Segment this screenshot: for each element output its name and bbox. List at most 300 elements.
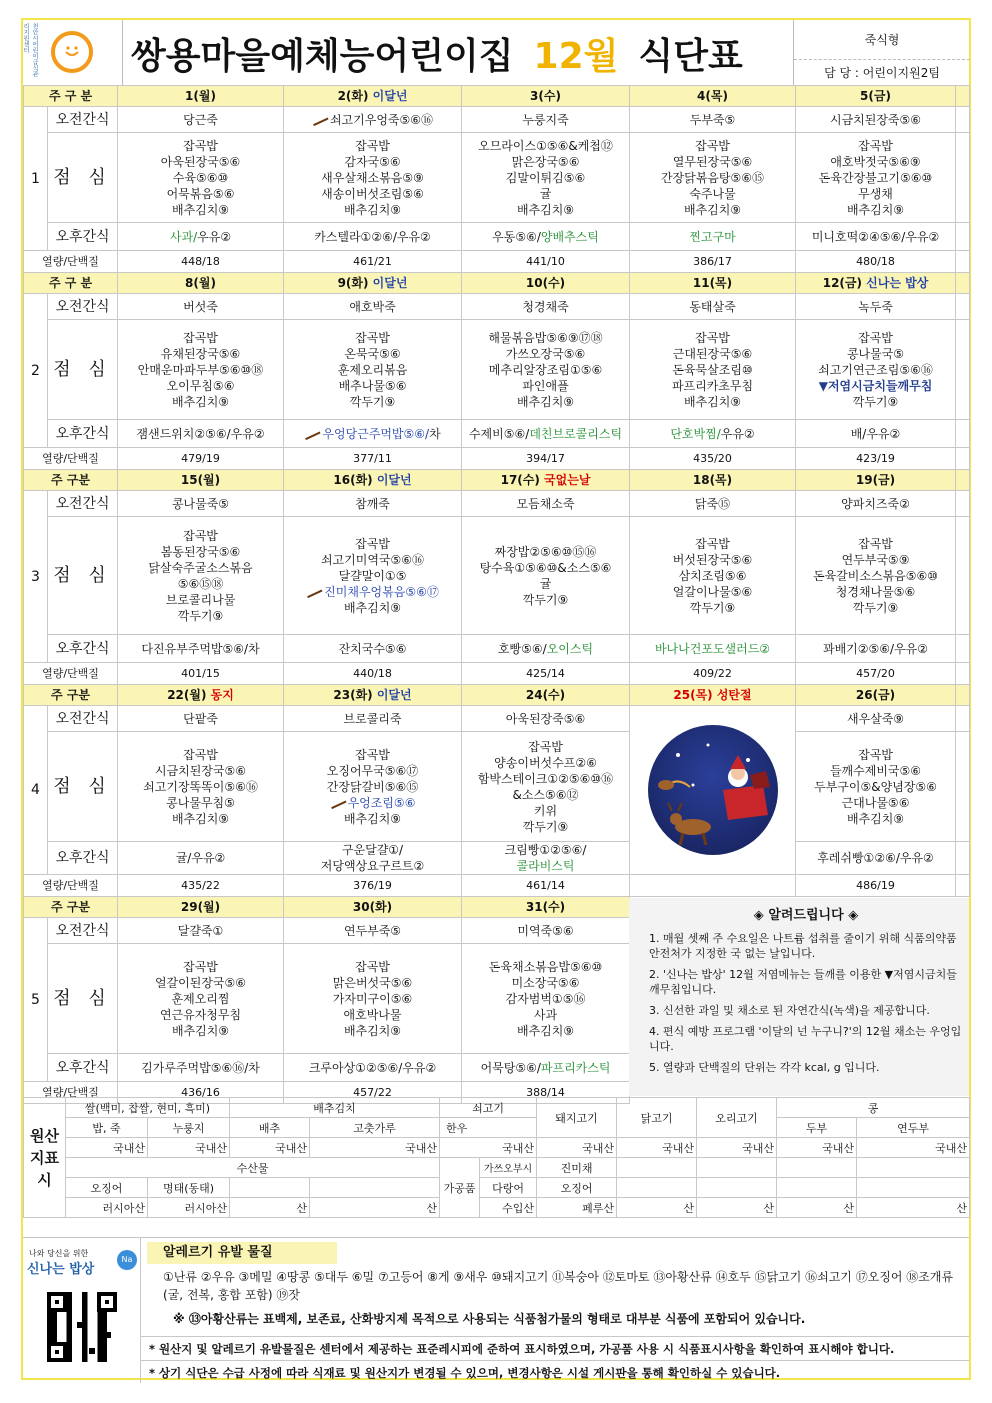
kcal-value: 376/19 [284,875,462,897]
lunch-item: 감자국⑤⑥ [344,154,401,169]
pm-snack [118,1054,284,1082]
santa-sleigh-icon [638,715,788,865]
lunch-item: 배추김치⑨ [683,394,742,409]
pm-snack [118,635,284,663]
pm-snack [796,420,956,448]
am-snack-text: 버섯죽 [183,299,218,314]
notice-item: 1. 매월 셋째 주 수요일은 나트륨 섭취를 줄이기 위해 식품의약품안전처가 지정한 국 없는 날입니다. [649,932,957,960]
pm-snack-text: 우동⑤⑥/ [492,229,541,244]
origin-katsuo: 가쓰오부시 [480,1158,537,1178]
qr-code-icon[interactable] [47,1292,117,1362]
lunch-label: 점 심 [48,732,118,842]
origin-duck: 오리고기 [697,1098,777,1138]
lunch-menu [118,732,284,842]
lunch-label: 점 심 [48,320,118,420]
am-snack [284,706,462,732]
lunch-item: 배추김치⑨ [516,1023,575,1038]
smile-logo-icon [51,31,93,73]
pm-snack-text: 저당액상요구르트② [320,859,425,873]
date-text: 25(목) [673,688,717,702]
day-date [796,470,956,491]
am-snack [284,294,462,320]
pm-snack-text: 바나나건포도샐러드② [654,641,771,656]
kcal-value: 440/18 [284,663,462,685]
am-snack [462,491,630,517]
pm-snack-text: 오이스틱 [546,641,594,656]
pm-snack-text: 우유② [191,851,226,865]
pm-snack-text: 배/ [850,426,867,441]
kcal-label: 열량/단백질 [24,1082,118,1104]
lunch-menu [462,732,630,842]
pm-snack-text: 우유② [899,851,934,865]
date-text: 1(월) [185,89,216,103]
kcal-value: 425/14 [462,663,630,685]
origin-tofu: 두부 [777,1118,857,1138]
week-number: 2 [24,294,48,448]
lunch-item: 콩나물무침⑤ [166,795,235,810]
origin-seafood: 수산물 [66,1158,440,1178]
origin-value: 국내산 [66,1138,148,1158]
day-date [462,897,630,918]
lunch-label: 점 심 [48,517,118,635]
lunch-item: 온묵국⑤⑥ [344,346,401,361]
pm-snack [284,635,462,663]
lunch-item: 잡곡밥 [183,528,218,543]
date-text: 10(수) [525,276,566,290]
lunch-item: 깍두기⑨ [177,608,224,623]
lunch-item: 짜장밥②⑤⑥⑩⑮⑯ [494,544,597,559]
notice-title: ◈ 알려드립니다 ◈ [753,908,859,923]
am-snack [462,918,630,944]
am-snack [630,491,796,517]
lunch-item: 배추김치⑨ [683,202,742,217]
pm-snack-text: 카스텔라①②⑥/ [314,229,397,244]
kcal-value: 461/14 [462,875,630,897]
origin-value: 산 [310,1198,440,1218]
date-text: 23(화) [333,688,377,702]
lunch-item: 배추김치⑨ [846,202,905,217]
lunch-item: 김말이튀김⑤⑥ [505,170,586,185]
lunch-menu [284,133,462,223]
lunch-item: 양송이버섯수프②⑥ [494,755,597,770]
lunch-item: 쇠고기장똑똑이⑤⑥⑯ [143,779,258,794]
lunch-item: 아욱된장국⑤⑥ [160,154,241,169]
lunch-item: ⑤⑥⑮⑱ [177,576,224,591]
lunch-menu [284,732,462,842]
origin-side-label: 원산지표시 [24,1098,66,1218]
day-date [284,685,462,706]
origin-value: 국내산 [440,1138,537,1158]
day-date [118,273,284,294]
date-text: 24(수) [525,688,566,702]
lunch-item: 깍두기⑨ [852,600,899,615]
lunch-item: 어묵볶음⑤⑥ [166,186,235,201]
twig-icon [304,428,321,440]
day-date [284,897,462,918]
menu-page [21,18,971,1380]
date-text: 9(화) [337,276,373,290]
am-snack [796,294,956,320]
logo-main-text: 신나는 밥상 [27,1262,95,1277]
day-header-row [24,273,970,294]
am-snack [630,107,796,133]
origin-value: 러시아산 [66,1198,148,1218]
am-label: 오전간식 [48,918,118,944]
origin-pepper: 고춧가루 [310,1118,440,1138]
logo-side-text: 천안시어린이급식관리지원센터 [22,23,38,77]
gubun-label: 주 구 분 [24,86,118,107]
pm-snack [630,635,796,663]
lunch-item: 오므라이스①⑤⑥&케첩⑫ [478,138,613,153]
lunch-item: 잡곡밥 [355,536,390,551]
lunch-item: 배추김치⑨ [516,394,575,409]
lunch-menu [118,320,284,420]
origin-value: 러시아산 [148,1198,230,1218]
pm-snack-text: 우유② [866,426,901,441]
am-label: 오전간식 [48,107,118,133]
menu-month: 12월 [533,36,619,77]
lunch-item: 간장닭갈비⑤⑥⑮ [326,779,419,794]
am-snack-text: 누룽지죽 [522,112,569,127]
lunch-item: 잡곡밥 [858,747,893,762]
am-snack-text: 아욱된장죽⑤⑥ [505,711,586,726]
allergy-section [23,1237,969,1382]
lunch-item: 잡곡밥 [355,747,390,762]
am-snack-text: 시금치된장죽⑤⑥ [829,112,922,127]
lunch-item: 해물볶음밥⑤⑥⑨⑰⑱ [488,330,603,345]
kcal-value: 461/21 [284,251,462,273]
lunch-row [24,517,970,635]
lunch-menu [462,320,630,420]
lunch-item: 얼갈이된장국⑤⑥ [154,975,247,990]
day-tag: 이달넌 [376,688,412,702]
lunch-item: 간장닭볶음탕⑤⑥⑮ [660,170,765,185]
sinnaneun-logo [23,1238,141,1383]
notice-item: 5. 열량과 단백질의 단위는 각각 kcal, g 입니다. [649,1061,880,1074]
am-snack [630,294,796,320]
day-date [462,86,630,107]
am-snack-text: 연두부죽⑤ [343,923,402,938]
origin-value: 국내산 [697,1138,777,1158]
lunch-item: 열무된장국⑤⑥ [672,154,753,169]
kcal-value: 377/11 [284,448,462,470]
lunch-item: 깍두기⑨ [349,394,396,409]
am-snack-text: 쇠고기우엉죽⑤⑥⑯ [329,112,434,127]
lunch-item: 돈육간장불고기⑤⑥⑩ [818,170,933,185]
am-snack-text: 새우살죽⑨ [846,711,905,726]
pm-snack-text: 김가루주먹밥⑤⑥⑯/ [141,1060,249,1075]
twig-icon [306,586,323,598]
center-logo [23,20,123,85]
lunch-item: 돈육채소볶음밥⑤⑥⑩ [488,959,603,974]
am-snack [796,491,956,517]
lunch-menu [118,133,284,223]
lunch-item: 연두부국⑤⑨ [841,552,910,567]
origin-yeondubu: 연두부 [857,1118,970,1138]
pm-snack-text: 우유② [720,426,755,441]
sodium-badge: Na [117,1250,137,1270]
origin-squid: 오징어 [66,1178,148,1198]
lunch-item: 잡곡밥 [858,330,893,345]
lunch-item: 잡곡밥 [695,536,730,551]
lunch-item: 잡곡밥 [695,138,730,153]
kcal-row [24,663,970,685]
am-snack-text: 참깨죽 [355,496,390,511]
kcal-value: 448/18 [118,251,284,273]
kcal-label: 열량/단백질 [24,448,118,470]
origin-value: 산 [230,1198,310,1218]
kcal-value: 409/22 [630,663,796,685]
am-snack-row [24,294,970,320]
pm-snack [462,635,630,663]
kcal-value: 388/14 [462,1082,630,1104]
date-text: 8(월) [185,276,216,290]
lunch-row [24,320,970,420]
lunch-menu [284,320,462,420]
lunch-item: 맑은버섯국⑤⑥ [332,975,413,990]
pm-snack-text: 꽈배기②⑤⑥/ [822,641,895,656]
date-text: 29(월) [180,900,221,914]
lunch-item: 깍두기⑨ [689,600,736,615]
lunch-item: 두부구이⑤&양념장⑤⑥ [814,779,937,794]
lunch-item: 애호박나물 [343,1007,402,1022]
lunch-item: 훈제오리볶음 [337,362,408,377]
notice-item: 2. '신나는 밥상' 12월 저염메뉴는 들깨를 이용한 ▼저염시금치들깨무침입니다. [649,968,957,996]
pm-snack-text: 사과/ [169,229,198,244]
lunch-menu [796,517,956,635]
day-tag: 이달넌 [372,276,408,290]
date-text: 16(화) [333,473,377,487]
header [23,20,969,85]
origin-value: 국내산 [310,1138,440,1158]
kcal-value: 435/22 [118,875,284,897]
day-date [630,273,796,294]
pm-snack [284,420,462,448]
pm-label: 오후간식 [48,420,118,448]
day-tag: 이달넌 [376,473,412,487]
lunch-item: 배추김치⑨ [171,1023,230,1038]
origin-cabbage: 배추 [230,1118,310,1138]
menu-label: 식단표 [638,36,743,77]
pm-snack-text: 우유② [230,426,265,441]
page-title [131,28,743,79]
pm-snack [796,635,956,663]
pm-snack-text: 다진유부주먹밥⑤⑥/ [141,641,249,656]
origin-value: 산 [857,1198,970,1218]
am-snack-text: 두부죽⑤ [689,112,736,127]
week-number: 1 [24,107,48,251]
pm-snack [462,420,630,448]
logo-sub-text: 나와 당신을 위한 [29,1249,89,1258]
pm-snack [462,223,630,251]
day-date [462,685,630,706]
lunch-item: 배추김치⑨ [343,1023,402,1038]
kcal-label: 열량/단백질 [24,663,118,685]
lunch-item: 잡곡밥 [695,330,730,345]
lunch-menu [118,944,284,1054]
origin-jinmi-squid: 오징어 [537,1178,617,1198]
lunch-item: 진미채우엉볶음⑤⑥⑰ [306,585,439,599]
am-snack [118,294,284,320]
am-snack [796,706,956,732]
pm-snack [118,420,284,448]
am-snack-text: 달걀죽① [177,923,224,938]
am-snack [284,918,462,944]
lunch-item: 봄동된장국⑤⑥ [160,544,241,559]
lunch-item: 숙주나물 [689,186,736,201]
lunch-item: 배추김치⑨ [343,600,402,615]
pm-snack-row [24,420,970,448]
date-text: 11(목) [692,276,733,290]
kcal-row [24,448,970,470]
lunch-item: 콩나물국⑤ [846,346,905,361]
lunch-menu [630,133,796,223]
kcal-value: 401/15 [118,663,284,685]
pm-snack-text: 잔치국수⑤⑥ [338,641,407,656]
am-snack-text: 단팥죽 [183,711,218,726]
pm-snack-text: 잼샌드위치②⑤⑥/ [136,426,231,441]
am-snack-row [24,706,970,732]
date-text: 2(화) [337,89,373,103]
day-date [118,685,284,706]
lunch-item: 삼치조림⑤⑥ [678,568,747,583]
lunch-item: 배추김치⑨ [343,202,402,217]
pm-snack-text: 어묵탕⑤⑥/ [480,1060,541,1075]
am-snack-text: 청경채죽 [522,299,569,314]
allergy-list: ①난류 ②우유 ③메밀 ④땅콩 ⑤대두 ⑥밀 ⑦고등어 ⑧게 ⑨새우 ⑩돼지고기 ⑪복숭아 ⑫토마토 ⑬아황산류 ⑭호두 ⑮닭고기 ⑯쇠고기 ⑰오징어 ⑱조개류(굴, 전복, 홍합 포함) ⑲잣 [163,1270,954,1302]
twig-icon [311,114,328,126]
lunch-item: 귤 [539,576,552,591]
am-snack [462,706,630,732]
pm-snack-text: 단호박찜/ [670,426,721,441]
lunch-item: &소스⑤⑥⑫ [512,787,579,802]
lunch-item: 시금치된장국⑤⑥ [154,763,247,778]
lunch-item: 배추김치⑨ [343,811,402,826]
kcal-value: 423/19 [796,448,956,470]
allergy-title: 알레르기 유발 물질 [147,1242,337,1264]
day-date [796,86,956,107]
origin-value: 산 [777,1198,857,1218]
lunch-item: 키위 [533,803,558,818]
kcal-value: 394/17 [462,448,630,470]
date-text: 15(월) [180,473,221,487]
gubun-label: 주 구분 [24,685,118,706]
lunch-menu [462,133,630,223]
lunch-row [24,133,970,223]
origin-value: 산 [617,1198,697,1218]
lunch-item: 메추리알장조림①⑤⑥ [488,362,603,377]
origin-value: 국내산 [148,1138,230,1158]
lunch-item: 가쓰오장국⑤⑥ [505,346,586,361]
pm-label: 오후간식 [48,223,118,251]
day-date [462,273,630,294]
lunch-item: 얼갈이나물⑤⑥ [672,584,753,599]
am-snack-row [24,491,970,517]
pm-snack [284,842,462,875]
kcal-value: 441/10 [462,251,630,273]
pm-snack-text: 우유② [396,229,431,244]
pm-snack-text: 양배추스틱 [540,229,599,244]
lunch-item: 잡곡밥 [355,959,390,974]
lunch-item: 브로콜리나물 [165,592,236,607]
menu-type: 죽식형 [794,20,970,60]
lunch-item: 오이무침⑤⑥ [166,378,235,393]
pm-snack-text: 우유② [905,229,940,244]
lunch-menu [118,517,284,635]
origin-kimchi: 배추김치 [230,1098,440,1118]
pm-snack-text: 크림빵①②⑤⑥/ [504,843,587,857]
am-snack-text: 당근죽 [183,112,218,127]
pm-snack-text: 우엉당근주먹밥⑤⑥/ [322,426,430,441]
lunch-item: 귤 [539,186,552,201]
lunch-item: 쇠고기연근조림⑤⑥⑯ [818,362,933,377]
kcal-row [24,875,970,897]
am-label: 오전간식 [48,491,118,517]
lunch-item: 배추나물⑤⑥ [338,378,407,393]
lunch-item: 들깨수제비국⑤⑥ [829,763,922,778]
lunch-item: 버섯된장국⑤⑥ [672,552,753,567]
pm-snack-text: 파프리카스틱 [540,1060,611,1075]
pm-snack-text: 우유② [894,641,929,656]
pm-snack-row [24,842,970,875]
gubun-label: 주 구분 [24,470,118,491]
notice-item: 4. 편식 예방 프로그램 '이달의 넌 누구니?'의 12월 채소는 우엉입니다. [649,1025,962,1053]
kcal-label: 열량/단백질 [24,251,118,273]
lunch-item: 배추김치⑨ [171,394,230,409]
day-date [796,685,956,706]
kcal-value: 457/22 [284,1082,462,1104]
lunch-item: 잡곡밥 [183,330,218,345]
lunch-menu [462,517,630,635]
lunch-item: 잡곡밥 [858,138,893,153]
origin-beef: 쇠고기 [440,1098,537,1118]
lunch-item: 잡곡밥 [858,536,893,551]
lunch-item: 우엉조림⑤⑥ [330,796,416,810]
lunch-item: 잡곡밥 [183,747,218,762]
lunch-item: 안매운마파두부⑤⑥⑩⑱ [137,362,264,377]
am-snack-text: 녹두죽 [858,299,893,314]
kcal-row [24,251,970,273]
pm-snack [284,223,462,251]
manager-text: 담 당 : 어린이지원2팀 [824,66,940,80]
am-snack-text: 모듬채소죽 [516,496,575,511]
origin-value: 페루산 [537,1198,617,1218]
lunch-item: 달걀말이①⑤ [338,568,407,583]
date-text: 22(월) [167,688,211,702]
lunch-menu [796,732,956,842]
week-number: 5 [24,918,48,1082]
pm-snack-text: 호빵⑤⑥/ [497,641,547,656]
lunch-menu [284,944,462,1054]
day-date [118,86,284,107]
pm-snack [796,223,956,251]
gubun-label: 주 구분 [24,897,118,918]
day-tag: 국없는날 [544,473,591,487]
lunch-menu [796,320,956,420]
lunch-item: 닭살숙주굴소스볶음 [148,560,253,575]
lunch-label: 점 심 [48,133,118,223]
lunch-item: 미소장국⑤⑥ [511,975,580,990]
date-text: 4(목) [697,89,728,103]
am-snack-text: 브로콜리죽 [343,711,402,726]
lunch-item: 근대나물⑤⑥ [841,795,910,810]
lunch-item: 청경채나물⑤⑥ [835,584,916,599]
lunch-item: 잡곡밥 [183,138,218,153]
am-label: 오전간식 [48,706,118,732]
footer-note-2: * 상기 식단은 수급 사정에 따라 식재료 및 원산지가 변경될 수 있으며, 변경사항은 시설 게시판을 통해 확인하실 수 있습니다. [141,1360,969,1384]
lunch-item: 함박스테이크①②⑤⑥⑩⑯ [477,771,614,786]
origin-value: 수입산 [480,1198,537,1218]
